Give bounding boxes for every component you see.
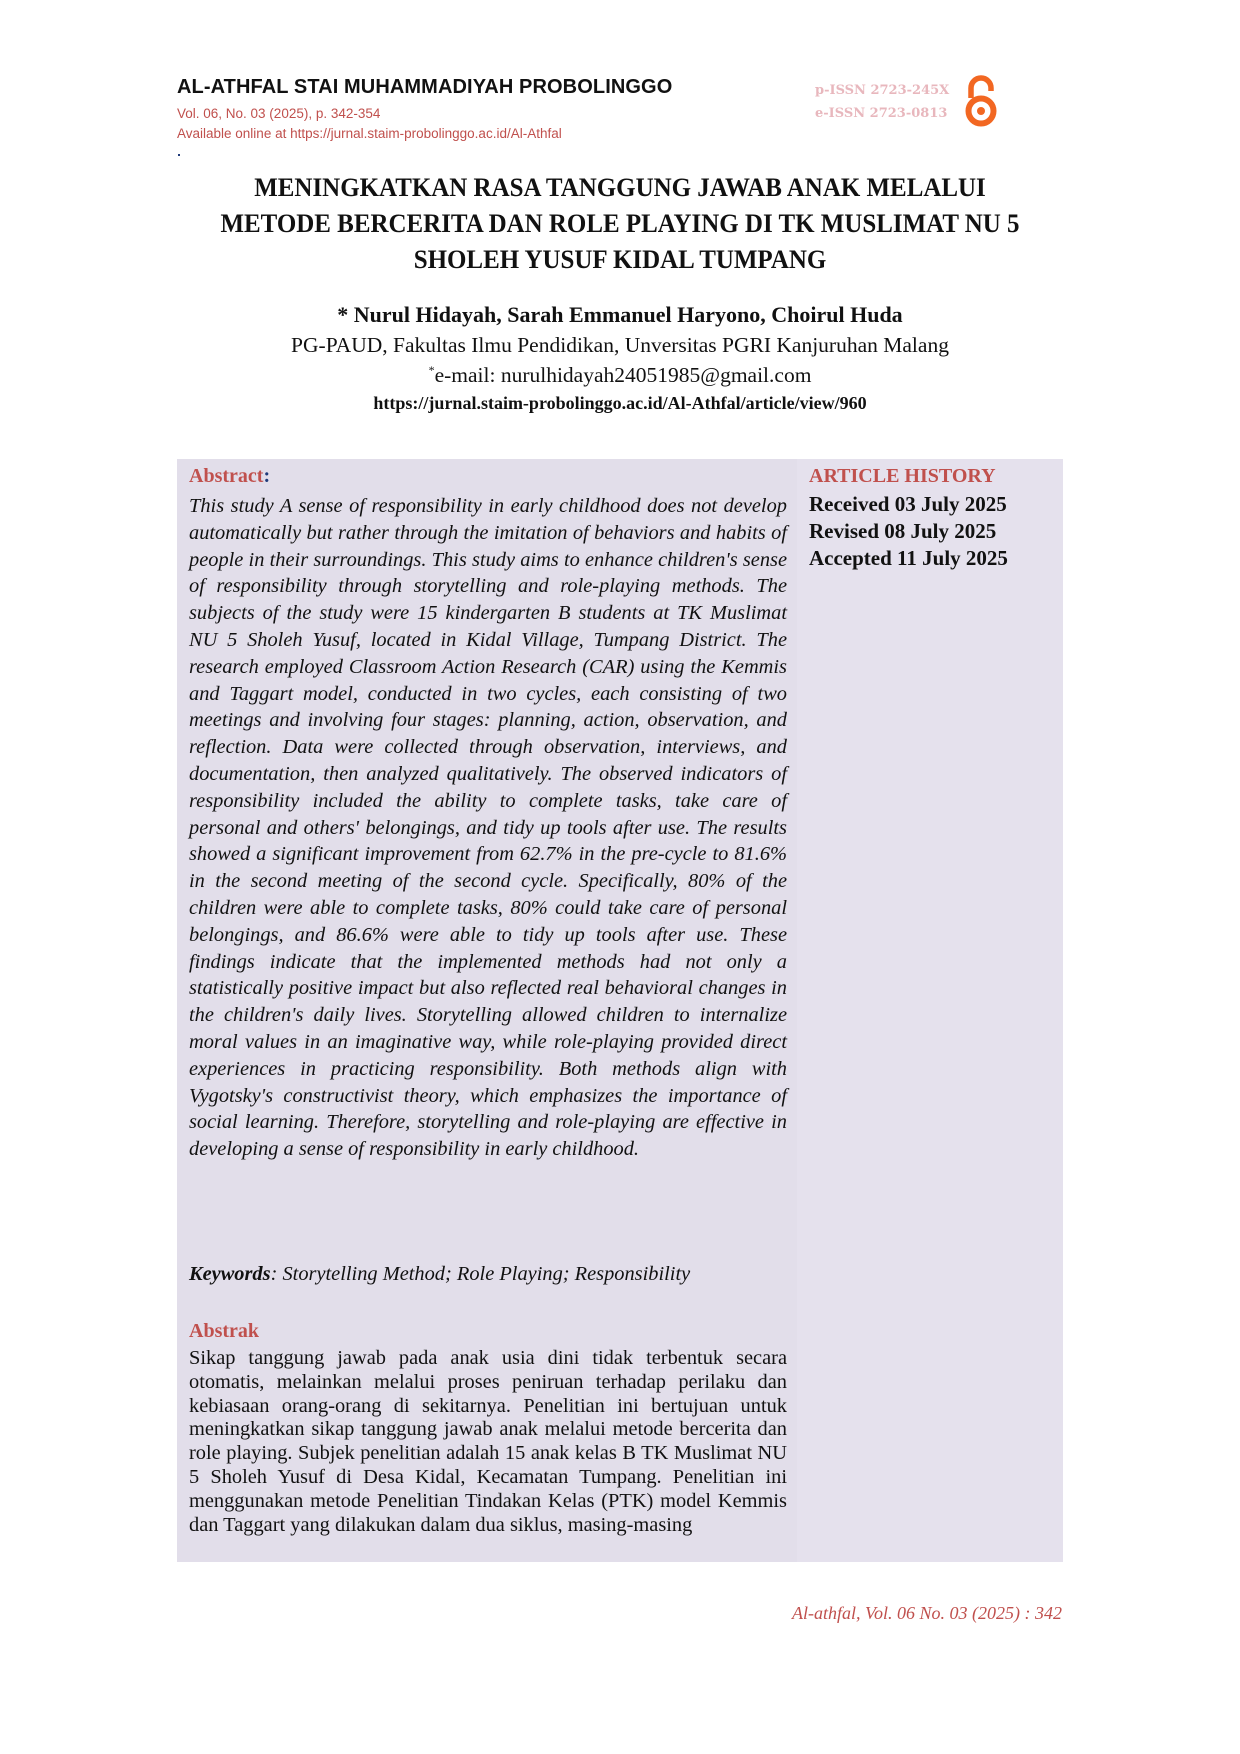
keywords-list: : Storytelling Method; Role Playing; Responsibility	[270, 1263, 691, 1285]
abstract-box	[177, 459, 1063, 1562]
abstract-heading-colon: :	[263, 465, 271, 487]
abstract-heading	[189, 465, 270, 488]
volume-info: Vol. 06, No. 03 (2025), p. 342-354	[177, 106, 381, 121]
page-footer-citation: Al-athfal, Vol. 06 No. 03 (2025) : 342	[792, 1603, 1062, 1623]
title-line: METODE BERCERITA DAN ROLE PLAYING DI TK MUSLIMAT NU 5	[220, 209, 1020, 238]
article-history-column	[797, 459, 1063, 1562]
abstract-column	[177, 459, 797, 1562]
affiliation: PG-PAUD, Fakultas Ilmu Pendidikan, Unversitas PGRI Kanjuruhan Malang	[291, 333, 949, 357]
article-history-heading: ARTICLE HISTORY	[809, 465, 996, 487]
keywords-label: Keywords	[189, 1263, 271, 1285]
history-accepted: Accepted 11 July 2025	[809, 546, 1008, 570]
p-issn: p-ISSN 2723-245X	[815, 83, 950, 98]
corresponding-email	[180, 363, 1060, 388]
journal-name: AL-ATHFAL STAI MUHAMMADIYAH PROBOLINGGO	[177, 76, 673, 98]
article-title	[180, 170, 1060, 278]
history-revised: Revised 08 July 2025	[809, 519, 997, 543]
email-text[interactable]: e-mail: nurulhidayah24051985@gmail.com	[434, 363, 812, 388]
title-line: SHOLEH YUSUF KIDAL TUMPANG	[413, 245, 827, 274]
keywords	[189, 1263, 787, 1286]
e-issn: e-ISSN 2723-0813	[815, 106, 948, 121]
email-mark: *	[428, 363, 435, 377]
open-access-lock-icon	[962, 74, 1000, 128]
history-received: Received 03 July 2025	[809, 492, 1007, 516]
abstract-text: This study A sense of responsibility in early childhood does not develop automatically but rather through the imitation of behaviors and habits of people in their surroundings. This study aims to enhance children's sense of responsibility through storytelling and role-playing methods. The subjects of the study were 15 kindergarten B students at TK Muslimat NU 5 Sholeh Yusuf, located in Kidal Village, Tumpang District. The research employed Classroom Action Research (CAR) using the Kemmis and Taggart model, conducted in two cycles, each consisting of two meetings and involving four stages: planning, action, observation, and reflection. Data were collected through observation, interviews, and documentation, then analyzed qualitatively. The observed indicators of responsibility included the ability to complete tasks, take care of personal and others' belongings, and tidy up tools after use. The results showed a significant improvement from 62.7% in the pre-cycle to 81.6% in the second meeting of the second cycle. Specifically, 80% of the children were able to complete tasks, 80% could take care of personal belongings, and 86.6% were able to tidy up tools after use. These findings indicate that the implemented methods had not only a statistically positive impact but also reflected real behavioral changes in the children's daily lives. Storytelling allowed children to internalize moral values in an imaginative way, while role-playing provided direct experiences in practicing responsibility. Both methods align with Vygotsky's constructivist theory, which emphasizes the importance of social learning. Therefore, storytelling and role-playing are effective in developing a sense of responsibility in early childhood.	[189, 495, 787, 1161]
authors: * Nurul Hidayah, Sarah Emmanuel Haryono, Choirul Huda	[337, 302, 903, 327]
article-url[interactable]: https://jurnal.staim-probolinggo.ac.id/Al-Athfal/article/view/960	[373, 393, 867, 413]
abstrak-heading: Abstrak	[189, 1320, 260, 1342]
available-online-link[interactable]: Available online at https://jurnal.staim-probolinggo.ac.id/Al-Athfal	[177, 126, 562, 141]
abstract-heading-text: Abstract	[189, 465, 264, 487]
stray-dot	[178, 154, 180, 156]
abstrak-text: Sikap tanggung jawab pada anak usia dini tidak terbentuk secara otomatis, melainkan melalui proses peniruan terhadap perilaku dan kebiasaan orang-orang di sekitarnya. Penelitian ini bertujuan untuk meningkatkan sikap tanggung jawab anak melalui metode bercerita dan role playing. Subjek penelitian adalah 15 anak kelas B TK Muslimat NU 5 Sholeh Yusuf di Desa Kidal, Kecamatan Tumpang. Penelitian ini menggunakan metode Penelitian Tindakan Kelas (PTK) model Kemmis dan Taggart yang dilakukan dalam dua siklus, masing-masing	[189, 1347, 787, 1536]
title-line: MENINGKATKAN RASA TANGGUNG JAWAB ANAK MELALUI	[254, 173, 986, 202]
